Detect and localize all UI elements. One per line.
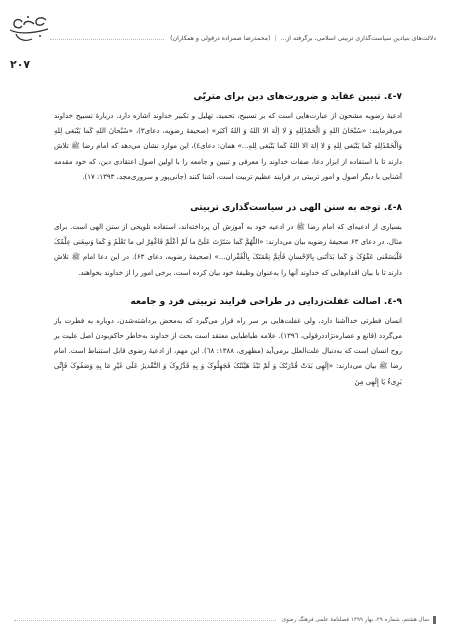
header-dotted-rule xyxy=(50,39,164,40)
section-paragraph: ادعیهٔ رضویه مشحون از عبارت‌هایی است که بر تسبیح، تحمید، تهلیل و تکبیر خداوند اشاره دارد. دربارهٔ تسبیح خداوند می‌فرمایند: «سُبْحَانَ اللهِ وَ الْحَمْدُلِلهِ وَ لا اِلَهَ الا اللهُ وَ اللهُ اَکبَر» (صحیفهٔ رضویه، دعای۳)، «سُبْحانَ اللهِ کَما یَنْبَغی لِلهِ وَالْحَمْدُلِلهِ کَما یَنْبَغی لِلهِ وَ لا اِلهَ الا اللهُ کَما یَنْبَغی لِلهِ...» همان: دعای٤)، این موارد نشان می‌دهد که امام رضا ﷺ تلاش دارند تا با استفاده از ابزار دعا، صفات خداوند را معرفی و تبیین و جامعه را با اولین اصول اعتقادی دین، که خود مقدمه آشنایی با دیگر اصول و امور تربیتی در فرایند عظیم تربیت است، آشنا کنند (جانی‌پور و سروری‌مجد، ۱۳۹۳: ۱۷). xyxy=(54,112,402,181)
section-title: ۹-٤. اصالت غفلت‌زدایی در طراحی فرایند تربیتی فرد و جامعه xyxy=(130,296,402,307)
section-paragraph: بسیاری از ادعیه‌ای که امام رضا ﷺ در ادعیه خود به آموزش آن پرداخته‌اند، استفاده تلویحی از سنن الهی است. برای مثال، در دعای ۶۳ صحیفهٔ رضویه بیان می‌دارند: «اللّهُمَّ کَما سَتَرْتَ عَلَیَّ ما لَمْ أعْلَمْ فَاغْفِرْ لی ما تَعْلَمُ وَ کَما وَسِعَنی عِلْمُکَ فَلْیَسَعْنی عَفْوُکَ وَ کَما بَدَأتَنی بِالإحْسانِ فَأتِمَّ نِعْمَتَکَ بِالْغُفْران...» (صحیفهٔ رضویه، دعای ۶۳). در این دعا امام ﷺ تلاش دارند تا با بیان اقدام‌هایی که خداوند آنها را به‌عنوان وظیفهٔ خود بیان کرده است، برخی امور را از خداوند بخواهند. xyxy=(54,223,402,277)
section-divine-traditions xyxy=(54,203,402,281)
footer-marker xyxy=(433,616,436,624)
running-head: دلالت‌های بنیادین سیاست‌گذاری تربیتی اسلامی، برگرفته از... | (محمدرضا صمزاده درقولی و همکاران) xyxy=(170,34,436,42)
section-heedlessness xyxy=(54,297,402,390)
footer-dotted-rule xyxy=(14,620,276,621)
journal-logo-icon xyxy=(6,12,52,46)
section-beliefs xyxy=(54,92,402,185)
page-footer xyxy=(14,614,436,626)
section-title: ۷-٤. تبیین عقاید و ضرورت‌های دین برای متربّی xyxy=(193,92,402,102)
running-head-title: دلالت‌های بنیادین سیاست‌گذاری تربیتی اسلامی، برگرفته از... xyxy=(280,34,436,42)
page-number: ۲۰۷ xyxy=(10,58,31,71)
section-title: ۸-٤. توجه به سنن الهی در سیاست‌گذاری تربیتی xyxy=(190,203,402,214)
running-head-authors: (محمدرضا صمزاده درقولی و همکاران) xyxy=(170,34,271,42)
page-header xyxy=(50,26,436,50)
section-paragraph: انسان فطرتی خداآشنا دارد، ولی غفلت‌هایی بر سر راه قرار می‌گیرد که به‌محض برداشته‌شدن، دوباره به فطرت باز می‌گردد (قانع و عصاره‌نژاددرقولی، ۱۳۹٦). علامه طباطبایی معتقد است بحث از خداوند به‌خاطر حاکم‌بودن اصل علیت بر روح انسان است که به‌دنبال علت‌العلل برمی‌آید (مطهری، ۱۳۸۸: ٦۸). این مهم، از ادعیهٔ رضوی قابل استنباط است. امام رضا ﷺ بیان می‌دارند: «إلَهِی بَدَتْ قُدْرَتُکَ وَ لَمْ تَبْدُ هَیْئَتُکَ فَجَهِلُوکَ وَ بِهِ قَدَّرُوکَ وَ التَّقْدیرُ عَلَی غَیْرِ مَا بِهِ وَصَفُوکَ فَإِنِّی بَرِیءٌ یَا إِلَهِی مِنَ xyxy=(54,316,403,386)
article-body xyxy=(54,92,402,404)
footer-text: سال هشتم، شماره ۲۹، بهار ۱۳۹۹ فصلنامهٔ علمی فرهنگ رضوی xyxy=(281,617,429,623)
